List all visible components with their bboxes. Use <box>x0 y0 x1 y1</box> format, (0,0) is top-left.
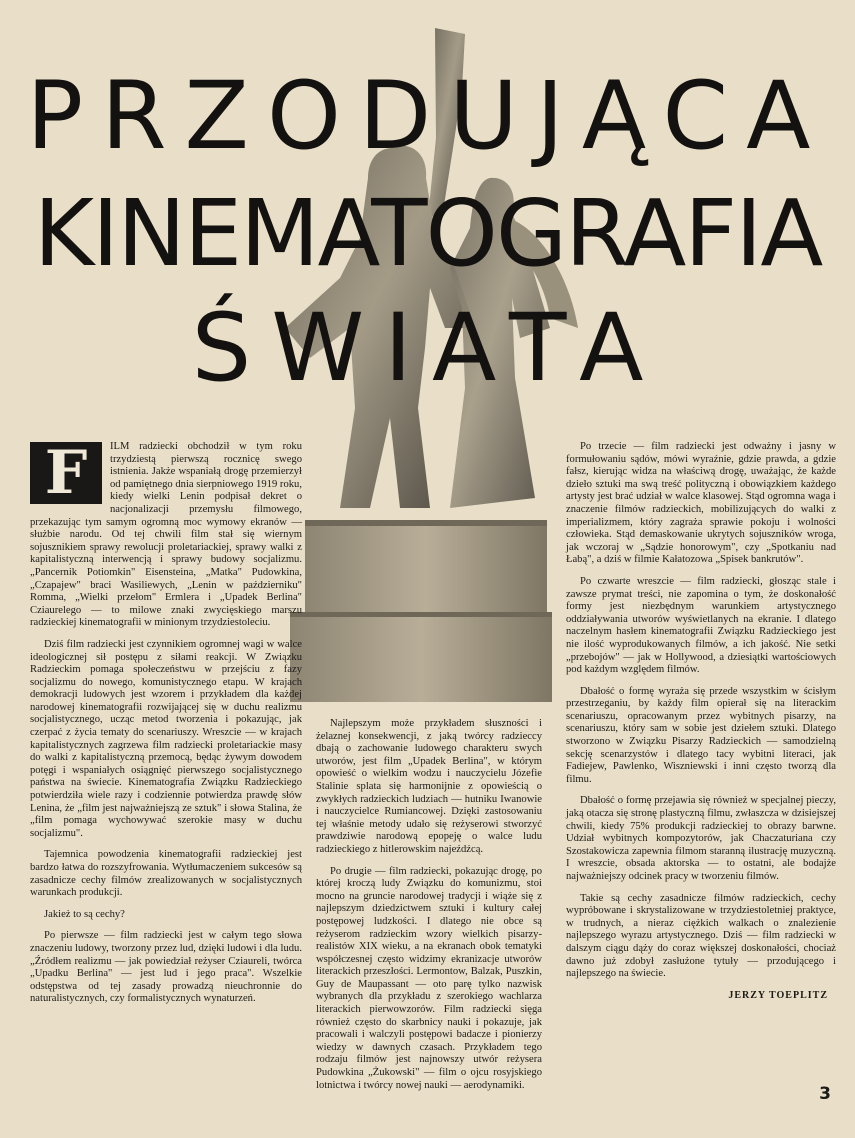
article-paragraph: Po trzecie — film radziecki jest odważny i jasny w formułowaniu sądów, mówi wyraźnie, gdzie prawda, a gdzie fałsz, kierując widza na właściwą drogę, uważając, że każde dzieło sztuki ma swą treść polityczną i obowiązkiem każdego artysty jest brać udział w walce klasowej. Stąd ogromna waga i znaczenie filmów radzieckich, mobilizujących do walki z imperializmem, który zagraża sprawie pokoju i wolności człowieka. Stąd demaskowanie ukrytych sojuszników wroga, jak wczoraj w „Sądzie honorowym", czy „Spotkaniu nad Łabą", a dziś w filmie Kałatozowa „Spisek bankrutów". <box>566 441 836 566</box>
article-paragraph: Dziś film radziecki jest czynnikiem ogromnej wagi w walce ideologicznej sił postępu z siłami reakcji. W Związku Radzieckim pomaga społeczeństwu w przejściu z fazy socjalizmu do nowego, komunistycznego etapu. W krajach demokracji ludowych jest wzorem i przykładem dla każdej narodowej kinematografii rozwijającej się w duchu realizmu socjalistycznego, ucząc metod tworzenia i pokazując, jak czerpać z życia tematy do scenariuszy. Wreszcie — w krajach kapitalistycznych zagrzewa film radziecki proletariackie masy do walki z kapitalistyczną przemocą, będąc żywym dowodem potęgi i wspaniałych osiągnięć pierwszego socjalistycznego państwa na świecie. Kinematografia Związku Radzieckiego potwierdziła wiele razy i codziennie potwierdza prawdę słów Lenina, że „film jest najważniejszą ze sztuk" i słowa Stalina, że „film pomaga wychowywać szerokie masy w duchu socjalizmu". <box>30 638 302 839</box>
article-column-3 <box>566 441 836 1002</box>
article-paragraph: Tajemnica powodzenia kinematografii radzieckiej jest bardzo łatwa do rozszyfrowania. Wytłumaczeniem sukcesów są zasadnicze cechy filmów zrealizowanych w socjalistycznych warunkach produkcji. <box>30 849 302 899</box>
article-paragraph: Dbałość o formę wyraża się przede wszystkim w ścisłym przestrzeganiu, by każdy film opierał się na literackim scenariuszu, opracowanym przez wybitnych pisarzy, na scenariuszu, który sam w sobie jest dziełem sztuki. Dlatego stworzono w Związku Pisarzy Radzieckich — samodzielną sekcję scenarzystów i dlatego tacy wybitni literaci, jak Fadiejew, Pawlenko, Wiszniewski i inni często tworzą dla filmu. <box>566 685 836 785</box>
author-byline: JERZY TOEPLITZ <box>728 989 828 1001</box>
article-column-1 <box>30 438 302 1015</box>
article-paragraph: Takie są cechy zasadnicze filmów radzieckich, cechy wypróbowane i skrystalizowane w trzydziestoletniej praktyce, w trudnych, a nieraz ciężkich walkach o znalezienie najlepszego wyrazu artystycznego. Dziś — film radziecki w dalszym ciągu dąży do coraz większej doskonałości, chociaż dawno już zdobył zasłużone tytuły — przodującego i najlepszego na świecie. <box>566 892 836 980</box>
article-paragraph: Po pierwsze — film radziecki jest w całym tego słowa znaczeniu ludowy, tworzony przez lud, dzięki ludowi i dla ludu. „Źródłem realizmu — jak powiedział reżyser Cziaureli, twórca „Upadku Berlina" — jest lud i jego praca". Wszelkie odstępstwa od tej zasady prowadzą nieuchronnie do naturalistycznych, czy formalistycznych wynaturzeń. <box>30 930 302 1005</box>
lead-paragraph <box>30 438 302 630</box>
page-number: 3 <box>819 1084 831 1104</box>
article-column-2 <box>316 718 542 1101</box>
article-paragraph: Dbałość o formę przejawia się również w specjalnej pieczy, jaką otacza się stronę plastyczną filmu, zwłaszcza w dzisiejszej chwili, kiedy 75% produkcji radzieckiej to obrazy barwne. Udział wybitnych kompozytorów, jak Chaczaturiana czy Szostakowicza zapewnia filmom staranną ilustrację muzyczną. I wreszcie, obsada aktorska — to ostatni, ale bodajże najważniejszy odcinek pracy w tworzeniu filmów. <box>566 795 836 882</box>
article-paragraph: Najlepszym może przykładem słuszności i żelaznej konsekwencji, z jaką twórcy radzieccy dbają o zachowanie ludowego charakteru swych utworów, jest film „Upadek Berlina", w którym opowieść o wielkim wodzu i nauczycielu Józefie Stalinie splata się harmonijnie z opowieścią o zwykłych radzieckich ludziach — hutniku Iwanowie i nauczycielce Rumiancowej. Dzięki zastosowaniu tej właśnie metody udało się reżyserowi stworzyć prawdziwie narodową epopeję o walce ludu radzieckiego z hitlerowskim najeźdźcą. <box>316 718 542 855</box>
lead-paragraph-text: ILM radziecki obchodził w tym roku trzydziestą pierwszą rocznicę swego istnienia. Jakże wspaniałą drogę przemierzył od pamiętnego dnia sierpniowego 1919 roku, kiedy wielki Lenin podpisał dekret o nacjonalizacji przemysłu filmowego, przekazując tym samym ogromną moc wymowy ekranów — służbie narodu. Od tej chwili film stał się wiernym sojusznikiem sprawy rewolucji proletariackiej, sprawy walki z kapitalistyczną interwencją i sprawy budowy socjalizmu. „Pancernik Potiomkin" Eisensteina, „Matka" Pudowkina, „Czapajew" braci Wasiliewych, „Lenin w październiku" Romma, „Wielki przełom" Ermlera i „Upadek Berlina" Cziaurelego — to milowe znaki zwycięskiego marszu radzieckiej kinematografii w minionym trzydziestoleciu. <box>30 441 302 629</box>
article-paragraph: Po czwarte wreszcie — film radziecki, głosząc stale i zawsze prymat treści, nie zapomina o tym, że doskonałość formy jest niezbędnym warunkiem artystycznego oddziaływania utworów wyświetlanych na ekranie. I dlatego naczelnym hasłem kinematografii Związku Radzieckiego jest nie ilość wyprodukowanych filmów, a ich jakość. Nie setki „przebojów" — jak w Hollywood, a dziesiątki wartościowych pod każdym względem filmów. <box>566 575 836 676</box>
headline-line-3: ŚWIATA <box>191 294 664 403</box>
headline-line-1: PRZODUJĄCA <box>26 62 829 171</box>
article-paragraph: Po drugie — film radziecki, pokazując drogę, po której kroczą ludy Związku do komunizmu, stoi mocno na gruncie narodowej tradycji i wiąże się z najlepszym dziedzictwem sztuki i kultury całej postępowej ludzkości. I dlatego nie obce są reżyserom radzieckim wzory wielkich pisarzy-realistów XIX wieku, a na ekranach obok tematyki współczesnej często widzimy ekranizacje utworów literackich przeszłości. Lermontow, Balzak, Puszkin, Guy de Maupassant — oto parę tylko nazwisk wybranych dla przykładu z szerokiego wachlarza literackich pierwowzorów. Film radziecki sięga również często do skarbnicy nauki i pokazuje, jak pracowali i walczyli postępowi badacze i pionierzy wiedzy w dawnych czasach. Przykładem tego rodzaju filmów jest najnowszy utwór reżysera Pudowkina „Żukowski" — film o ojcu rosyjskiego lotnictwa i twórcy nowej nauki — aerodynamiki. <box>316 865 542 1091</box>
headline-line-2: KINEMATOGRAFIA <box>33 180 822 287</box>
article-question: Jakież to są cechy? <box>44 908 125 920</box>
drop-cap: F <box>30 442 102 504</box>
